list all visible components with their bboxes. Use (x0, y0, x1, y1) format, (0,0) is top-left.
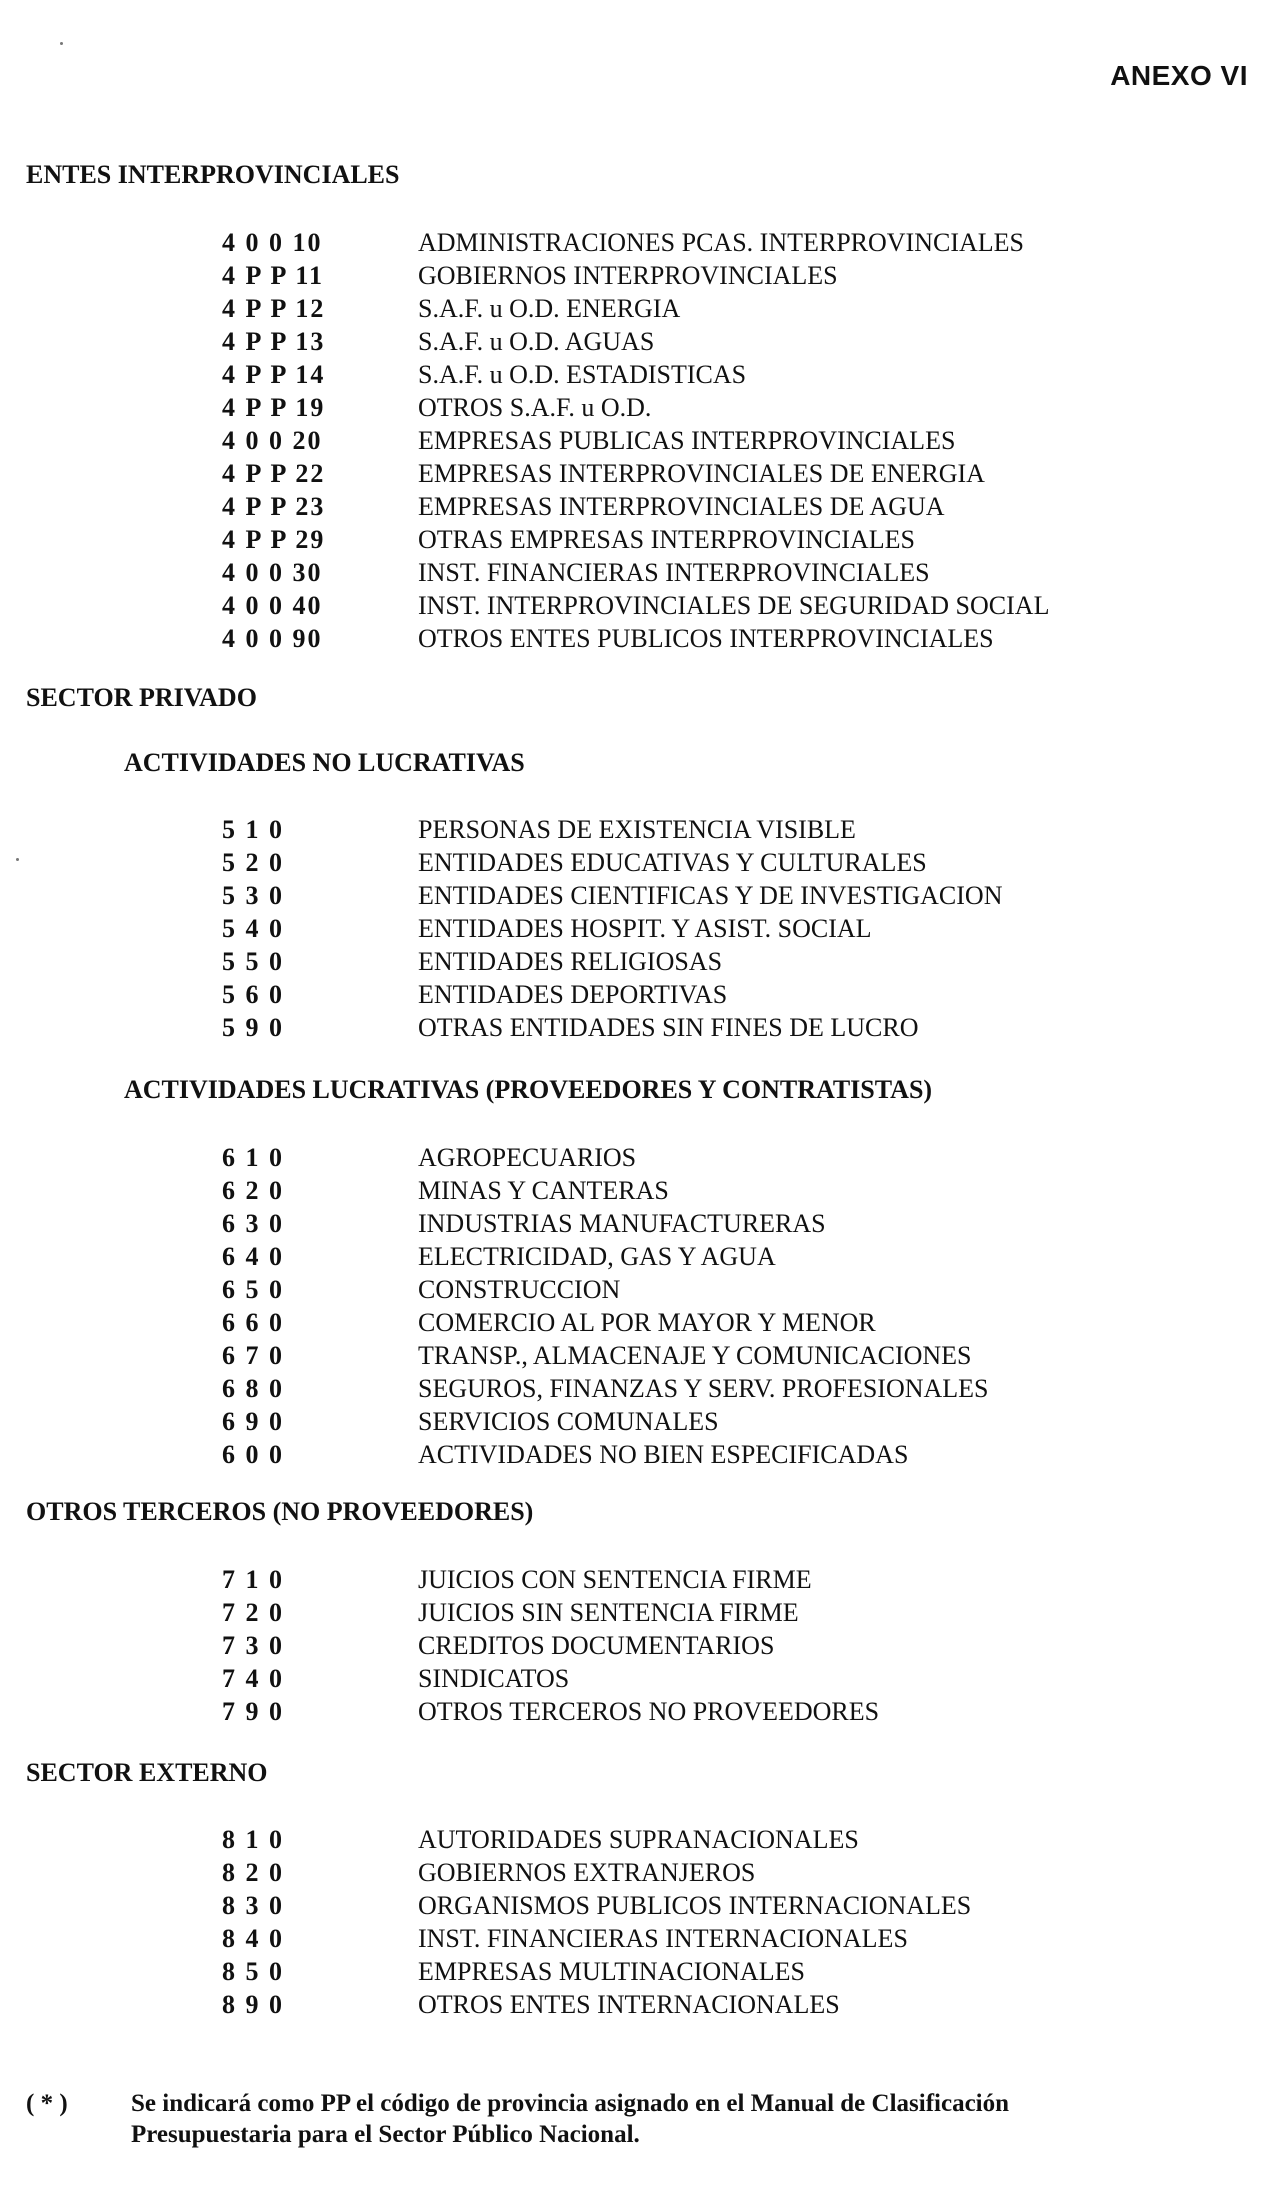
code-value: 5 5 0 (222, 947, 284, 976)
code-value: 8 4 0 (222, 1924, 284, 1953)
subsection-title-lucrativas: ACTIVIDADES LUCRATIVAS (PROVEEDORES Y CONTRATISTAS) (124, 1075, 933, 1104)
code-value: 5 4 0 (222, 914, 284, 943)
code-description: PERSONAS DE EXISTENCIA VISIBLE (418, 815, 856, 844)
code-list-otros-terceros (0, 1563, 1274, 1728)
code-description: CREDITOS DOCUMENTARIOS (418, 1631, 775, 1660)
code-value: 4 P P 19 (222, 393, 326, 422)
code-row (0, 1596, 1274, 1629)
code-value: 6 4 0 (222, 1242, 284, 1271)
code-row (0, 424, 1274, 457)
code-row (0, 1240, 1274, 1273)
code-description: OTRAS EMPRESAS INTERPROVINCIALES (418, 525, 915, 554)
code-value: 4 P P 12 (222, 294, 326, 323)
code-description: SEGUROS, FINANZAS Y SERV. PROFESIONALES (418, 1374, 989, 1403)
code-description: OTROS ENTES PUBLICOS INTERPROVINCIALES (418, 624, 994, 653)
code-description: CONSTRUCCION (418, 1275, 621, 1304)
code-row (0, 1011, 1274, 1044)
code-row (0, 1372, 1274, 1405)
code-description: COMERCIO AL POR MAYOR Y MENOR (418, 1308, 876, 1337)
code-row (0, 1405, 1274, 1438)
code-description: S.A.F. u O.D. AGUAS (418, 327, 655, 356)
code-description: ADMINISTRACIONES PCAS. INTERPROVINCIALES (418, 228, 1024, 257)
code-value: 8 3 0 (222, 1891, 284, 1920)
code-row (0, 325, 1274, 358)
section-title-otros-terceros: OTROS TERCEROS (NO PROVEEDORES) (26, 1497, 534, 1526)
code-description: S.A.F. u O.D. ENERGIA (418, 294, 681, 323)
code-description: INDUSTRIAS MANUFACTURERAS (418, 1209, 826, 1238)
code-description: EMPRESAS MULTINACIONALES (418, 1957, 805, 1986)
code-row (0, 1823, 1274, 1856)
code-row (0, 556, 1274, 589)
code-description: INST. FINANCIERAS INTERNACIONALES (418, 1924, 908, 1953)
annex-label: ANEXO VI (1110, 60, 1248, 91)
code-value: 5 3 0 (222, 881, 284, 910)
code-row (0, 1438, 1274, 1471)
code-value: 4 0 0 90 (222, 624, 323, 653)
code-row (0, 1695, 1274, 1728)
code-description: AUTORIDADES SUPRANACIONALES (418, 1825, 859, 1854)
code-value: 4 P P 29 (222, 525, 326, 554)
code-value: 4 0 0 30 (222, 558, 323, 587)
code-value: 4 0 0 40 (222, 591, 323, 620)
code-description: JUICIOS CON SENTENCIA FIRME (418, 1565, 812, 1594)
code-value: 8 5 0 (222, 1957, 284, 1986)
code-description: EMPRESAS PUBLICAS INTERPROVINCIALES (418, 426, 956, 455)
code-value: 5 6 0 (222, 980, 284, 1009)
code-value: 6 9 0 (222, 1407, 284, 1436)
code-description: OTROS S.A.F. u O.D. (418, 393, 652, 422)
code-value: 5 1 0 (222, 815, 284, 844)
code-description: SERVICIOS COMUNALES (418, 1407, 719, 1436)
code-row (0, 259, 1274, 292)
code-list-no-lucrativas (0, 813, 1274, 1044)
code-value: 5 2 0 (222, 848, 284, 877)
code-row (0, 457, 1274, 490)
code-value: 6 6 0 (222, 1308, 284, 1337)
code-value: 8 2 0 (222, 1858, 284, 1887)
code-value: 6 7 0 (222, 1341, 284, 1370)
code-description: EMPRESAS INTERPROVINCIALES DE AGUA (418, 492, 945, 521)
code-description: AGROPECUARIOS (418, 1143, 637, 1172)
code-row (0, 1207, 1274, 1240)
code-description: ENTIDADES DEPORTIVAS (418, 980, 728, 1009)
code-list-sector-externo (0, 1823, 1274, 2021)
code-row (0, 945, 1274, 978)
code-value: 6 2 0 (222, 1176, 284, 1205)
code-list-lucrativas (0, 1141, 1274, 1471)
code-description: TRANSP., ALMACENAJE Y COMUNICACIONES (418, 1341, 972, 1370)
code-value: 6 0 0 (222, 1440, 284, 1469)
code-description: OTROS ENTES INTERNACIONALES (418, 1990, 840, 2019)
code-row (0, 1273, 1274, 1306)
code-description: INST. FINANCIERAS INTERPROVINCIALES (418, 558, 930, 587)
code-row (0, 358, 1274, 391)
code-row (0, 1922, 1274, 1955)
code-row (0, 391, 1274, 424)
code-value: 4 P P 13 (222, 327, 326, 356)
code-row (0, 589, 1274, 622)
code-description: GOBIERNOS INTERPROVINCIALES (418, 261, 838, 290)
code-row (0, 490, 1274, 523)
code-row (0, 1955, 1274, 1988)
section-title-entes-interprovinciales: ENTES INTERPROVINCIALES (26, 160, 400, 189)
code-row (0, 226, 1274, 259)
code-row (0, 1306, 1274, 1339)
code-description: ENTIDADES HOSPIT. Y ASIST. SOCIAL (418, 914, 872, 943)
code-row (0, 813, 1274, 846)
code-description: ENTIDADES RELIGIOSAS (418, 947, 723, 976)
code-value: 6 8 0 (222, 1374, 284, 1403)
code-value: 4 P P 22 (222, 459, 326, 488)
code-row (0, 1563, 1274, 1596)
code-value: 7 9 0 (222, 1697, 284, 1726)
code-description: EMPRESAS INTERPROVINCIALES DE ENERGIA (418, 459, 985, 488)
code-description: ENTIDADES EDUCATIVAS Y CULTURALES (418, 848, 927, 877)
code-value: 4 P P 11 (222, 261, 324, 290)
code-value: 8 9 0 (222, 1990, 284, 2019)
footnote-mark: ( * ) (26, 2090, 68, 2117)
code-value: 6 5 0 (222, 1275, 284, 1304)
code-row (0, 1988, 1274, 2021)
code-value: 4 P P 14 (222, 360, 326, 389)
section-title-sector-externo: SECTOR EXTERNO (26, 1758, 268, 1787)
code-description: SINDICATOS (418, 1664, 570, 1693)
code-description: INST. INTERPROVINCIALES DE SEGURIDAD SOCIAL (418, 591, 1050, 620)
code-row (0, 523, 1274, 556)
code-value: 7 3 0 (222, 1631, 284, 1660)
code-description: ELECTRICIDAD, GAS Y AGUA (418, 1242, 776, 1271)
code-row (0, 1339, 1274, 1372)
code-row (0, 292, 1274, 325)
code-list-entes-interprovinciales (0, 226, 1274, 655)
code-description: ACTIVIDADES NO BIEN ESPECIFICADAS (418, 1440, 909, 1469)
code-row (0, 978, 1274, 1011)
scan-speck (16, 858, 19, 861)
code-row (0, 1889, 1274, 1922)
code-row (0, 1662, 1274, 1695)
code-row (0, 879, 1274, 912)
section-title-sector-privado: SECTOR PRIVADO (26, 683, 257, 712)
code-value: 8 1 0 (222, 1825, 284, 1854)
code-description: ORGANISMOS PUBLICOS INTERNACIONALES (418, 1891, 972, 1920)
code-description: S.A.F. u O.D. ESTADISTICAS (418, 360, 747, 389)
code-row (0, 846, 1274, 879)
code-value: 4 0 0 10 (222, 228, 323, 257)
code-value: 4 0 0 20 (222, 426, 323, 455)
code-row (0, 1856, 1274, 1889)
footnote-text: Se indicará como PP el código de provincia asignado en el Manual de Clasificación Presupuestaria para el Sector Público Nacional. (131, 2090, 1010, 2148)
code-value: 7 2 0 (222, 1598, 284, 1627)
code-row (0, 912, 1274, 945)
code-value: 6 1 0 (222, 1143, 284, 1172)
code-description: MINAS Y CANTERAS (418, 1176, 669, 1205)
code-row (0, 1629, 1274, 1662)
code-value: 4 P P 23 (222, 492, 326, 521)
code-value: 7 4 0 (222, 1664, 284, 1693)
code-description: OTRAS ENTIDADES SIN FINES DE LUCRO (418, 1013, 919, 1042)
code-value: 7 1 0 (222, 1565, 284, 1594)
code-description: OTROS TERCEROS NO PROVEEDORES (418, 1697, 880, 1726)
code-row (0, 622, 1274, 655)
code-row (0, 1141, 1274, 1174)
code-row (0, 1174, 1274, 1207)
scan-speck (60, 42, 63, 45)
code-value: 6 3 0 (222, 1209, 284, 1238)
code-description: GOBIERNOS EXTRANJEROS (418, 1858, 756, 1887)
subsection-title-no-lucrativas: ACTIVIDADES NO LUCRATIVAS (124, 748, 525, 777)
code-description: ENTIDADES CIENTIFICAS Y DE INVESTIGACION (418, 881, 1003, 910)
code-description: JUICIOS SIN SENTENCIA FIRME (418, 1598, 799, 1627)
code-value: 5 9 0 (222, 1013, 284, 1042)
